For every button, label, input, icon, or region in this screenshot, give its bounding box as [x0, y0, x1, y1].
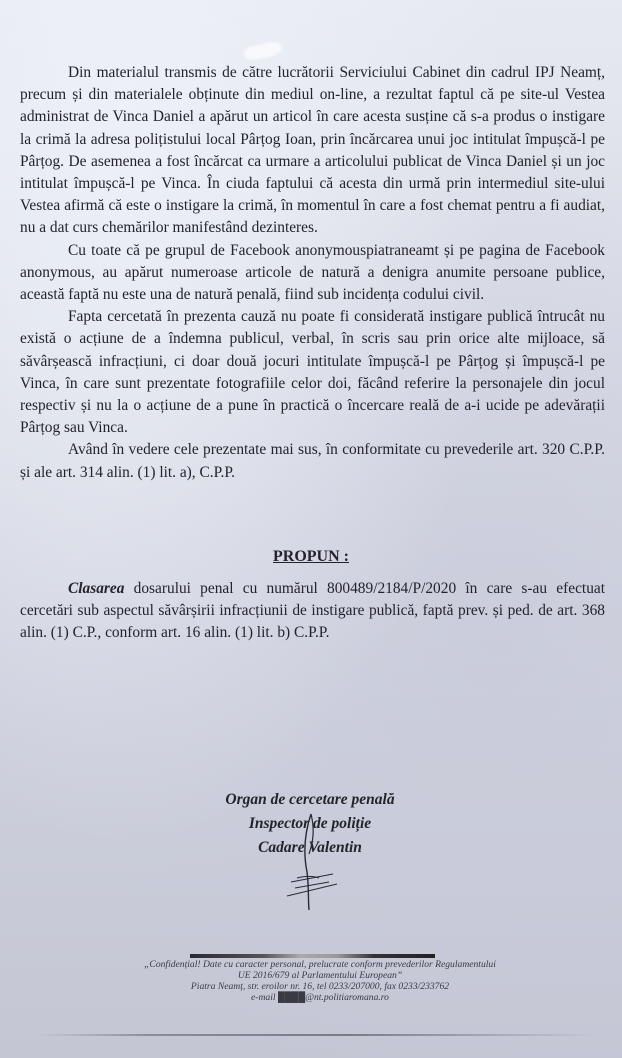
signature-organ: Organ de cercetare penală — [225, 791, 395, 808]
paragraph-findings: Din materialul transmis de către lucrătorii Serviciului Cabinet din cadrul IPJ Neamț, precum și din materialele obținute din mediul on-line, a rezultat faptul că pe site-ul Vestea administrat de Vinca Daniel a apărut un articol în care acesta susține că s-a produs o instigare la crimă la adresa polițistului local Pârțog Ioan, prin încărcarea unui joc intitulat împușcă-l pe Pârțog. De asemenea a fost încărcat ca urmare a articolului publicat de Vinca Daniel și un joc intitulat împușcă-l pe Vinca. În ciuda faptului că acesta din urmă prin intermediul site-ului Vestea afirmă că este o instigare la crimă, în momentul în care a fost chemat pentru a fi audiat, nu a dat curs chemărilor manifestând dezinteres. — [20, 64, 605, 237]
decision-lead: Clasarea — [68, 580, 125, 597]
footer-regulation: UE 2016/679 al Parlamentului European” — [237, 970, 403, 981]
section-heading: PROPUN : — [273, 548, 349, 565]
decision-block — [20, 578, 605, 645]
paragraph-legal-basis: Având în vedere cele prezentate mai sus, în conformitate cu prevederile art. 320 C.P.P. și ale art. 314 alin. (1) lit. a), C.P.P. — [20, 441, 605, 481]
footer-confidential: „Confidențial! Date cu caracter personal, prelucrate conform prevederilor Regulamentului — [144, 959, 496, 970]
paragraph-analysis: Fapta cercetată în prezenta cauză nu poate fi considerată instigare publică întrucât nu există o acțiune de a îndemna publicul, verbal, în scris sau prin orice alte mijloace, să săvârșească infracțiuni, ci doar două jocuri intitulate împușcă-l pe Pârțog și împușcă-l pe Vinca, în care sunt prezentate fotografiile celor doi, făcând referire la personajele din jocul respectiv și nu la o acțiune de a pune în practică o încercare reală de a-i ucide pe adevărații Pârțog sau Vinca. — [20, 308, 605, 437]
signature-name: Cadare Valentin — [258, 839, 362, 856]
decision-paragraph — [20, 578, 605, 645]
decision-text: dosarului penal cu numărul 800489/2184/P/2020 în care s-au efectuat cercetări sub aspectul săvârșirii infracțiunii de instigare publică, faptă prev. și ped. de art. 368 alin. (1) C.P., conform art. 16 alin. (1) lit. b) C.P.P. — [20, 580, 605, 642]
paper-crease — [243, 40, 283, 62]
confidentiality-footer — [100, 950, 540, 1003]
footer-address: Piatra Neamț, str. eroilor nr. 16, tel 0233/207000, fax 0233/233762 — [190, 981, 450, 992]
signature-title: Inspector de poliție — [248, 815, 372, 832]
footer-email: e-mail ████@nt.politiaromana.ro — [251, 992, 389, 1003]
paragraph-facebook: Cu toate că pe grupul de Facebook anonymouspiatraneamt și pe pagina de Facebook anonymous, au apărut numeroase articole de natură a denigra anumite persoane publice, această faptă nu este una de natură penală, fiind sub incidența codului civil. — [20, 241, 605, 304]
handwritten-signature-icon — [283, 812, 343, 912]
document-body — [20, 62, 605, 484]
paper-fold-line — [40, 1034, 600, 1036]
